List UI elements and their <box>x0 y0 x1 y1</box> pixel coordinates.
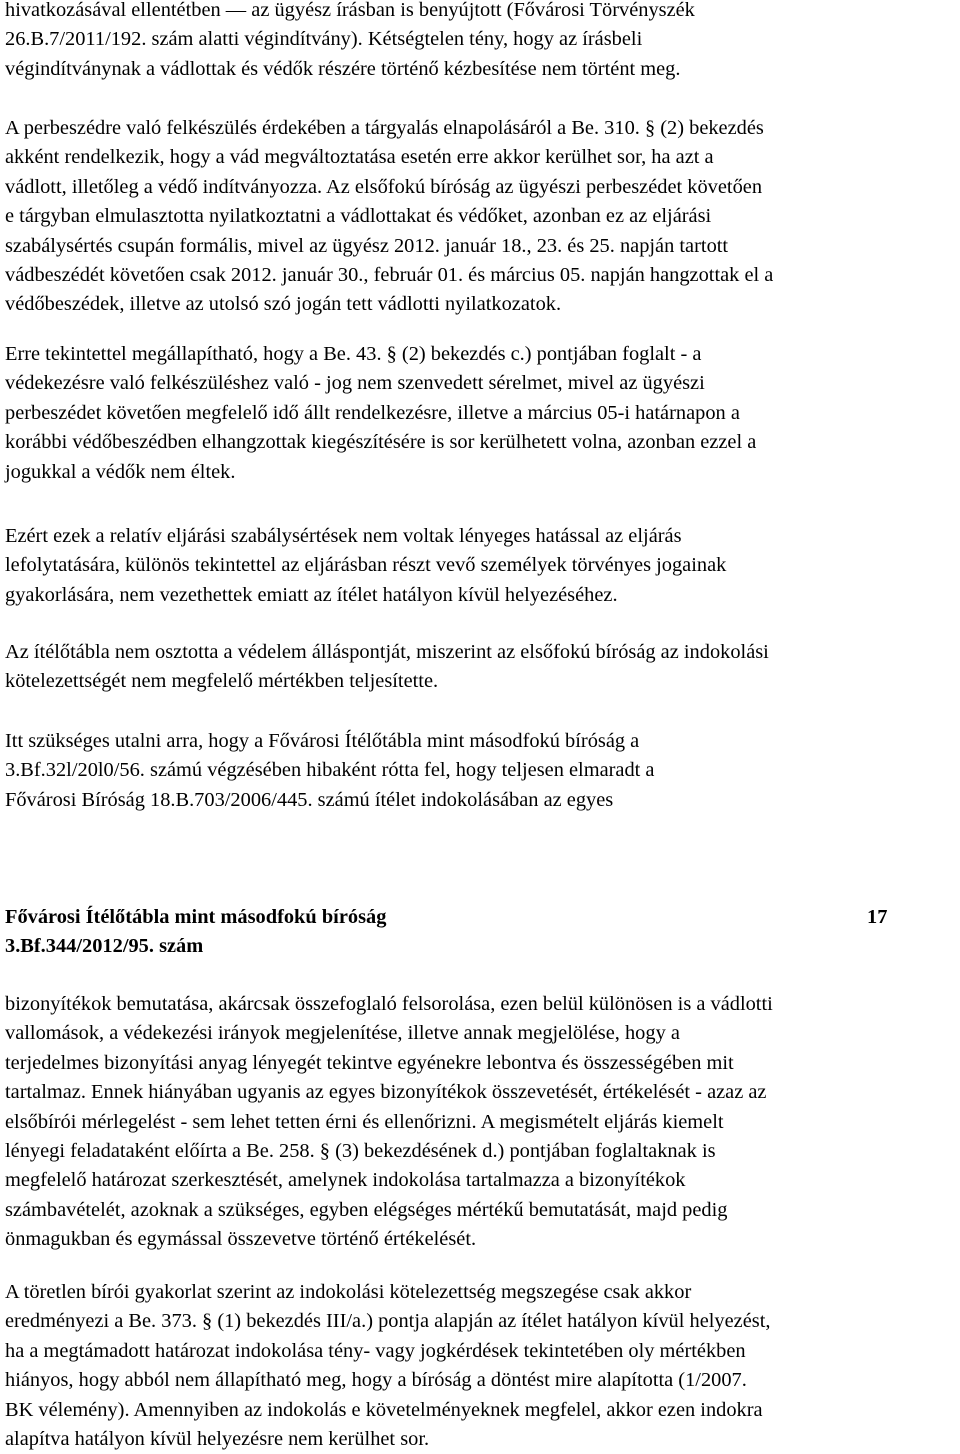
text-line: végindítványnak a vádlottak és védők részére történő kézbesítése nem történt meg. <box>5 57 681 80</box>
text-line: bizonyítékok bemutatása, akárcsak összefoglaló felsorolása, ezen belül különösen is a vádlotti <box>5 993 773 1015</box>
text-line: Az ítélőtábla nem osztotta a védelem álláspontját, miszerint az elsőfokú bíróság az indokolási <box>5 641 769 663</box>
court-name: Fővárosi Ítélőtábla mint másodfokú bíróság <box>5 906 387 928</box>
text-line: önmagukban és egymással összevetve történő értékelését. <box>5 1228 477 1251</box>
paragraph-4 <box>5 522 726 610</box>
text-line: számbavételét, azoknak a szükséges, egyben elégséges mértékű bemutatását, majd pedig <box>5 1198 728 1221</box>
text-line: A perbeszédre való felkészülés érdekében a tárgyalás elnapolásáról a Be. 310. § (2) bekezdés <box>5 117 764 139</box>
text-line: Ezért ezek a relatív eljárási szabálysértések nem voltak lényeges hatással az eljárás <box>5 525 682 547</box>
text-line: terjedelmes bizonyítási anyag lényegét tekintve egyénekre lebontva és összességében mit <box>5 1051 734 1074</box>
text-line: Erre tekintettel megállapítható, hogy a Be. 43. § (2) bekezdés c.) pontjában foglalt - a <box>5 343 702 365</box>
text-line: lényegi feladataként előírta a Be. 258. § (3) bekezdésének d.) pontjában foglaltaknak is <box>5 1139 716 1162</box>
text-line: perbeszédet követően megfelelő idő állt rendelkezésre, illetve a március 05-i határnapon a <box>5 401 740 424</box>
text-line: ha a megtámadott határozat indokolása tény- vagy jogkérdések tekintetében oly mértékben <box>5 1339 746 1362</box>
text-line: lefolytatására, különös tekintettel az eljárásban részt vevő személyek törvényes jogainak <box>5 554 727 577</box>
text-line: elsőbírói mérlegelést - sem lehet tetten érni és ellenőrizni. A megismételt eljárás kiemelt <box>5 1110 724 1133</box>
paragraph-7 <box>5 990 773 1255</box>
text-line: hivatkozásával ellentétben — az ügyész írásban is benyújtott (Fővárosi Törvényszék <box>5 0 695 21</box>
text-line: vádbeszédét követően csak 2012. január 30., február 01. és március 05. napján hangzottak el a <box>5 263 774 286</box>
paragraph-8 <box>5 1278 770 1454</box>
text-line: gyakorlására, nem vezethettek emiatt az ítélet hatályon kívül helyezéséhez. <box>5 583 618 606</box>
text-line: eredményezi a Be. 373. § (1) bekezdés III/a.) pontja alapján az ítélet hatályon kívül helyezést, <box>5 1310 771 1333</box>
text-line: hiányos, hogy abból nem állapítható meg, hogy a bíróság a döntést mire alapította (1/2007. <box>5 1369 747 1392</box>
text-line: jogukkal a védők nem éltek. <box>5 460 236 483</box>
page-header <box>5 903 895 957</box>
text-line: BK vélemény). Amennyiben az indokolás e követelményeknek megfelel, akkor ezen indokra <box>5 1398 763 1421</box>
paragraph-1 <box>5 0 695 84</box>
case-number: 3.Bf.344/2012/95. szám <box>5 935 204 957</box>
text-line: védőbeszédek, illetve az utolsó szó jogán tett vádlotti nyilatkozatok. <box>5 293 562 316</box>
text-line: védekezésre való felkészüléshez való - jog nem szenvedett sérelmet, mivel az ügyészi <box>5 372 705 395</box>
text-line: alapítva hatályon kívül helyezésre nem kerülhet sor. <box>5 1427 430 1450</box>
text-line: 26.B.7/2011/192. szám alatti végindítvány). Kétségtelen tény, hogy az írásbeli <box>5 28 643 51</box>
paragraph-6 <box>5 727 654 815</box>
text-line: A töretlen bírói gyakorlat szerint az indokolási kötelezettség megszegése csak akkor <box>5 1281 692 1303</box>
text-line: kötelezettségét nem megfelelő mértékben teljesítette. <box>5 670 439 693</box>
paragraph-3 <box>5 340 756 487</box>
text-line: Itt szükséges utalni arra, hogy a Fővárosi Ítélőtábla mint másodfokú bíróság a <box>5 730 640 752</box>
text-line: vádlott, illetőleg a védő indítványozza. Az elsőfokú bíróság az ügyészi perbeszédet követően <box>5 175 763 198</box>
page-number: 17 <box>867 906 888 928</box>
text-line: megfelelő határozat szerkesztését, amelynek indokolása tartalmazza a bizonyítékok <box>5 1169 686 1192</box>
paragraph-2 <box>5 114 773 320</box>
text-line: 3.Bf.32l/20l0/56. számú végzésében hibaként rótta fel, hogy teljesen elmaradt a <box>5 759 655 782</box>
text-line: szabálysértés csupán formális, mivel az ügyész 2012. január 18., 23. és 25. napján tartott <box>5 234 729 257</box>
text-line: e tárgyban elmulasztotta nyilatkoztatni a vádlottakat és védőket, azonban ez az eljárási <box>5 205 712 228</box>
text-line: vallomások, a védekezési irányok megjelenítése, illetve annak megjelölése, hogy a <box>5 1022 680 1045</box>
text-line: tartalmaz. Ennek hiányában ugyanis az egyes bizonyítékok összevetését, értékelését - azaz az <box>5 1081 767 1104</box>
text-line: akként rendelkezik, hogy a vád megváltoztatása esetén erre akkor kerülhet sor, ha azt a <box>5 146 714 169</box>
text-line: korábbi védőbeszédben elhangzottak kiegészítésére is sor kerülhetett volna, azonban ezzel a <box>5 431 757 454</box>
paragraph-5 <box>5 638 769 697</box>
text-line: Fővárosi Bíróság 18.B.703/2006/445. számú ítélet indokolásában az egyes <box>5 788 614 811</box>
